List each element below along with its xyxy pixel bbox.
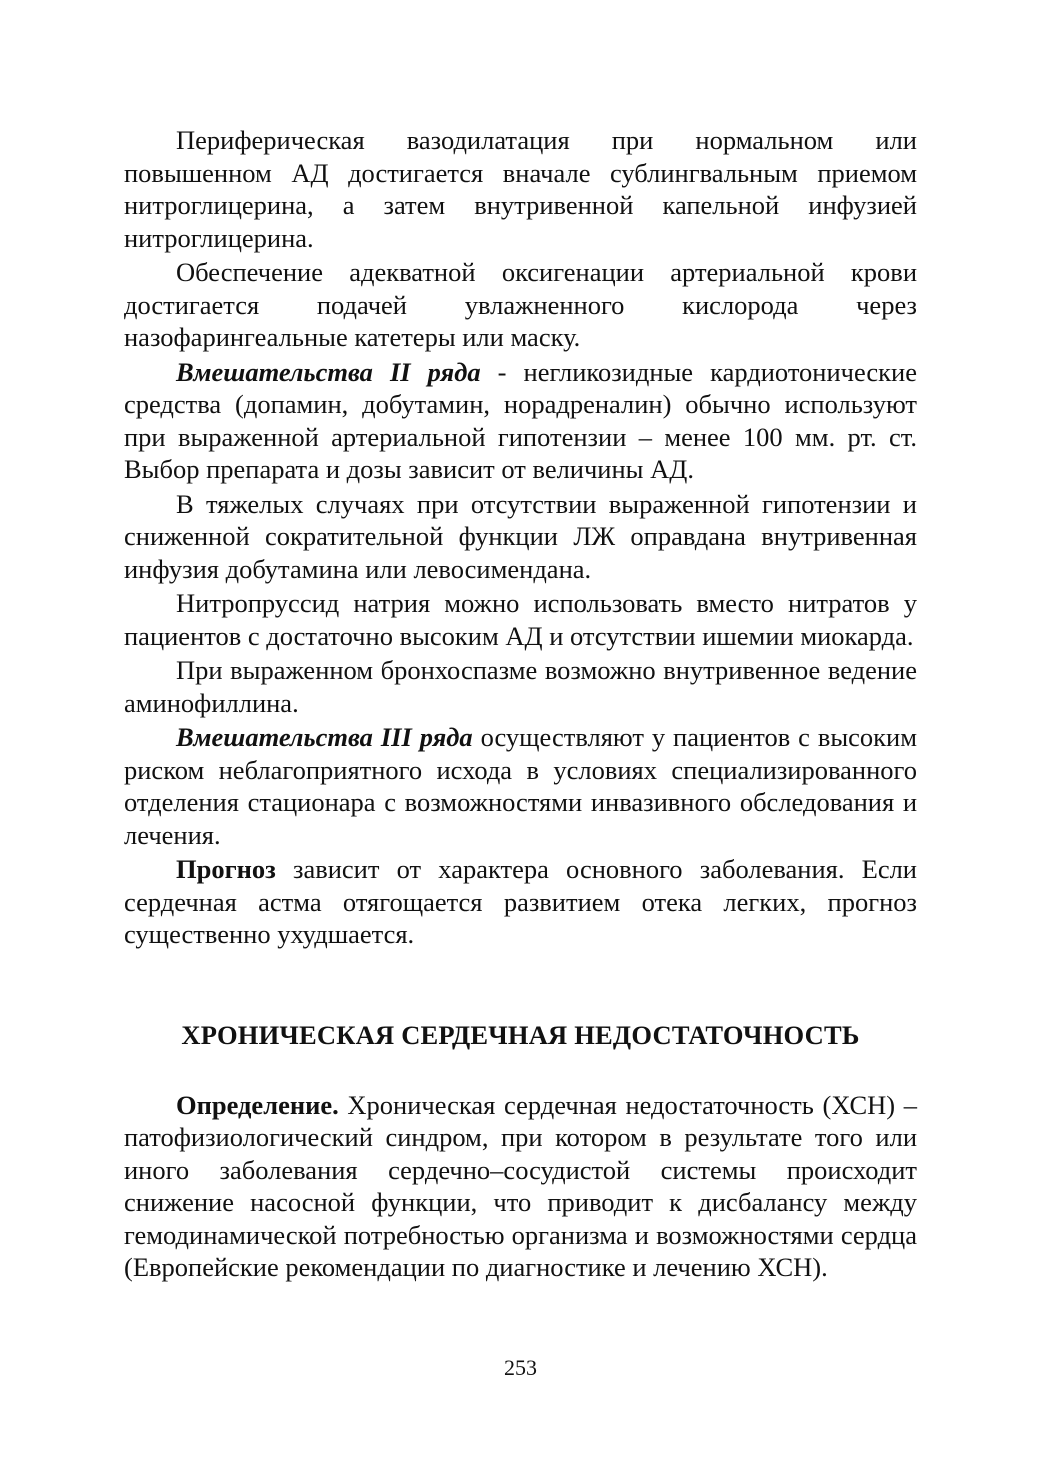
- paragraph-third-line: [124, 721, 917, 851]
- page-body: [124, 124, 917, 1286]
- paragraph-oxygenation: Обеспечение адекватной оксигенации артериальной крови достигается подачей увлажненного кислорода через назофарингеальные катетеры или маску.: [124, 257, 917, 352]
- paragraph-definition: [124, 1089, 917, 1284]
- paragraph-nitroprusside: Нитропруссид натрия можно использовать вместо нитратов у пациентов с достаточно высоким АД и отсутствии ишемии миокарда.: [124, 588, 917, 651]
- definition-text: Хроническая сердечная недостаточность (ХСН) – патофизиологический синдром, при котором в результате того или иного заболевания сердечно–сосудистой системы происходит снижение насосной функции, что приводит к дисбалансу между гемодинамической потребностью организма и возможностями сердца (Европейские рекомендации по диагностике и лечению ХСН).: [124, 1089, 917, 1282]
- third-line-term: Вмешательства III ряда: [176, 722, 473, 752]
- paragraph-second-line: [124, 356, 917, 486]
- prognosis-term: Прогноз: [176, 854, 276, 884]
- third-line-text: осуществляют у пациентов с высоким риском неблагоприятного исхода в условиях специализированного отделения стационара с возможностями инвазивного обследования и лечения.: [124, 722, 918, 850]
- second-line-text: - негликозидные кардиотонические средства (допамин, добутамин, норадреналин) обычно используют при выраженной артериальной гипотензии – менее 100 мм. рт. ст. Выбор препарата и дозы зависит от величины АД.: [124, 356, 918, 484]
- definition-term: Определение.: [176, 1089, 339, 1120]
- paragraph-severe-cases: В тяжелых случаях при отсутствии выраженной гипотензии и сниженной сократительной функции ЛЖ оправдана внутривенная инфузия добутамина или левосимендана.: [124, 488, 917, 584]
- paragraph-prognosis: [124, 853, 917, 951]
- second-line-term: Вмешательства II ряда: [176, 356, 481, 387]
- section-heading: ХРОНИЧЕСКАЯ СЕРДЕЧНАЯ НЕДОСТАТОЧНОСТЬ: [181, 1019, 860, 1050]
- paragraph-bronchospasm: При выраженном бронхоспазме возможно внутривенное ведение аминофиллина.: [124, 655, 917, 718]
- prognosis-text: зависит от характера основного заболевания. Если сердечная астма отягощается развитием отека легких, прогноз существенно ухудшается.: [124, 854, 917, 949]
- paragraph-vasodilation: Периферическая вазодилатация при нормальном или повышенном АД достигается вначале сублингвальным приемом нитроглицерина, а затем внутривенной капельной инфузией нитроглицерина.: [124, 125, 917, 253]
- page-number: 253: [504, 1355, 537, 1380]
